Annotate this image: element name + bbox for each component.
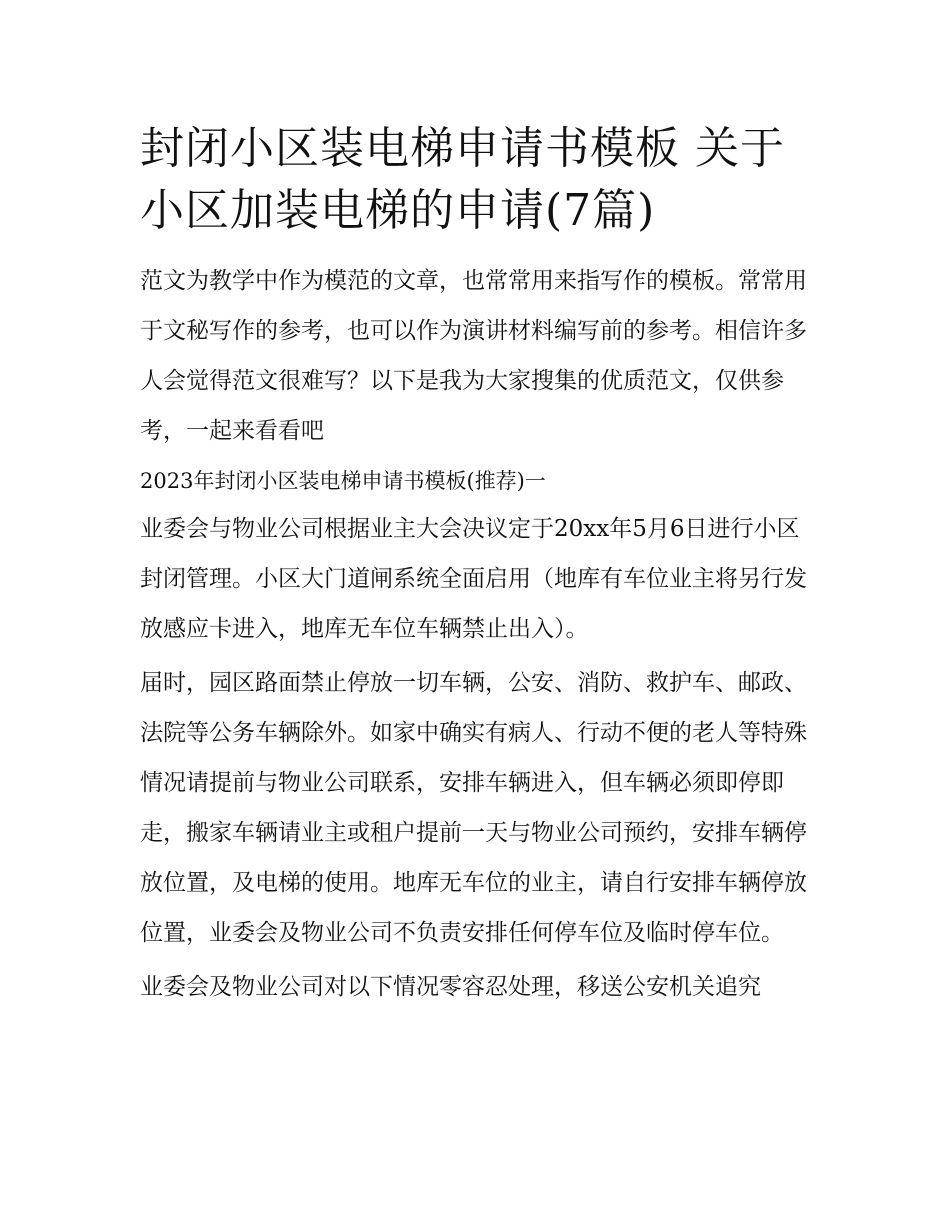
document-body bbox=[140, 118, 815, 1012]
document-title: 封闭小区装电梯申请书模板 关于小区加装电梯的申请(7篇) bbox=[140, 123, 785, 236]
section-heading: 2023年封闭小区装电梯申请书模板(推荐)一 bbox=[140, 469, 546, 493]
body-paragraph-1: 业委会与物业公司根据业主大会决议定于20xx年5月6日进行小区封闭管理。小区大门道闸系统全面启用（地库有车位业主将另行发放感应卡进入，地库无车位车辆禁止出入）。 bbox=[140, 516, 807, 642]
body-paragraph-2: 届时，园区路面禁止停放一切车辆，公安、消防、救护车、邮政、法院等公务车辆除外。如家中确实有病人、行动不便的老人等特殊情况请提前与物业公司联系，安排车辆进入，但车辆必须即停即走，搬家车辆请业主或租户提前一天与物业公司预约，安排车辆停放位置，及电梯的使用。地库无车位的业主，请自行安排车辆停放位置，业委会及物业公司不负责安排任何停车位及临时停车位。 bbox=[140, 670, 807, 946]
intro-paragraph: 范文为教学中作为模范的文章，也常常用来指写作的模板。常常用于文秘写作的参考，也可以作为演讲材料编写前的参考。相信许多人会觉得范文很难写？以下是我为大家搜集的优质范文，仅供参考，一起来看看吧 bbox=[140, 268, 807, 444]
body-paragraph-3: 业委会及物业公司对以下情况零容忍处理，移送公安机关追究 bbox=[140, 974, 761, 1000]
